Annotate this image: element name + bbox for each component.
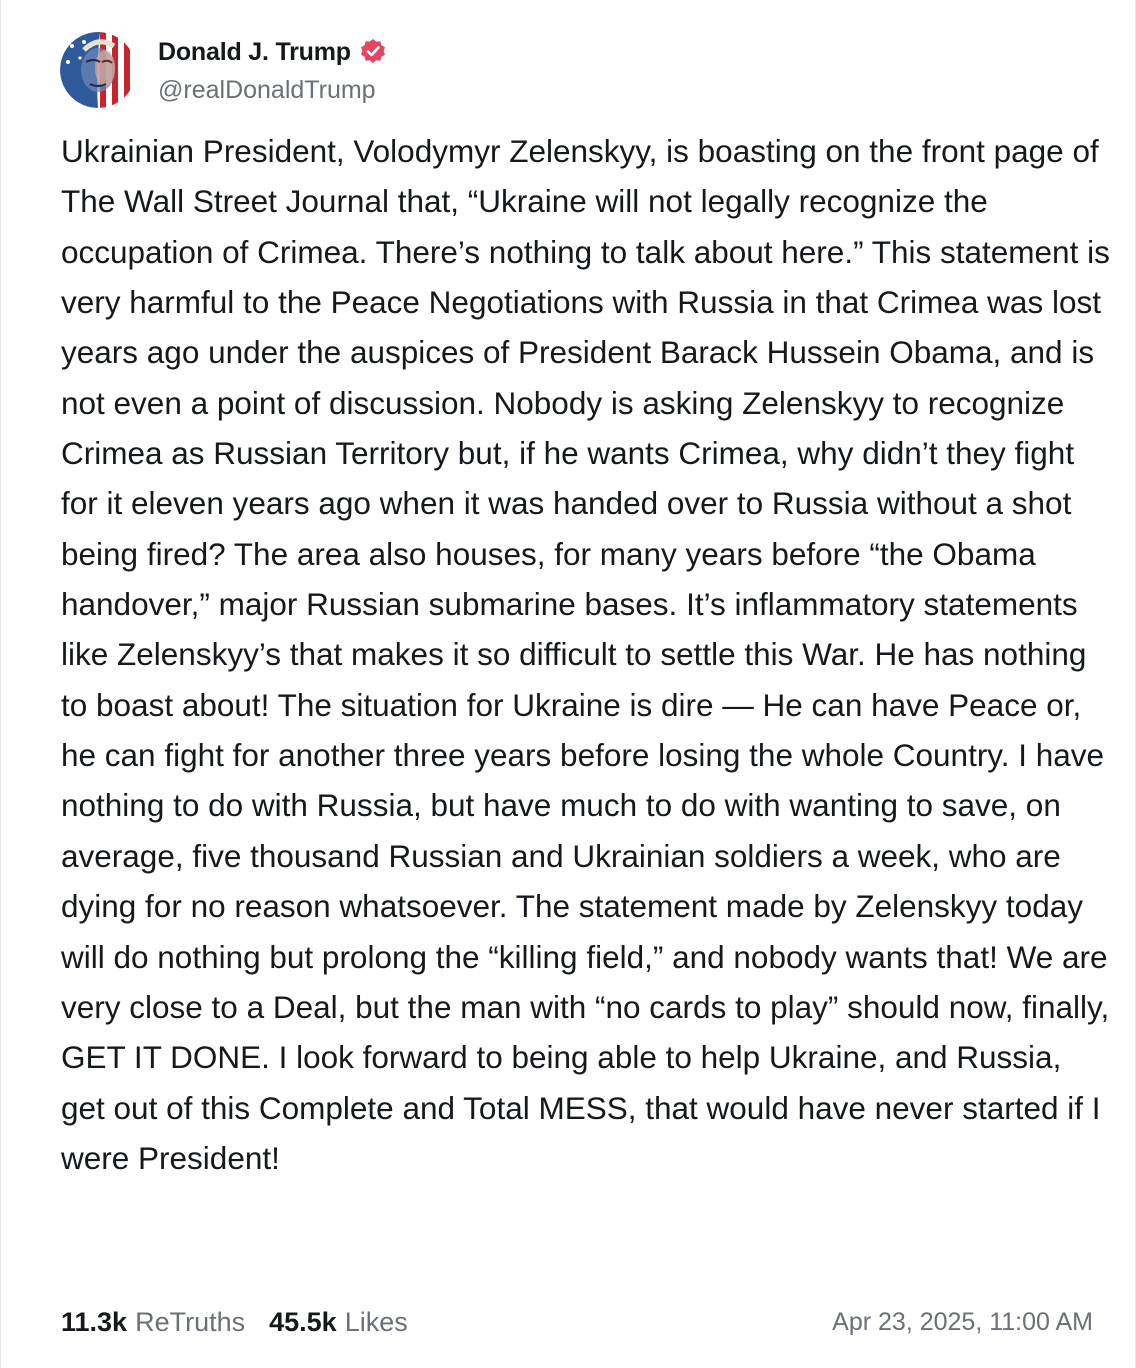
- avatar-image: [60, 32, 136, 108]
- retruths-stat[interactable]: [61, 1307, 245, 1338]
- post-header: [60, 32, 388, 108]
- post-timestamp[interactable]: Apr 23, 2025, 11:00 AM: [832, 1307, 1093, 1336]
- post-text: Ukrainian President, Volodymyr Zelenskyy, is boasting on the front page of The Wall Street Journal that, “Ukraine will not legally recognize the occupation of Crimea. There’s nothing to talk about here.” This statement is very harmful to the Peace Negotiations with Russia in that Crimea was lost years ago under the auspices of President Barack Hussein Obama, and is not even a point of discussion. Nobody is asking Zelenskyy to recognize Crimea as Russian Territory but, if he wants Crimea, why didn’t they fight for it eleven years ago when it was handed over to Russia without a shot being fired? The area also houses, for many years before “the Obama handover,” major Russian submarine bases. It’s inflammatory statements like Zelenskyy’s that makes it so difficult to settle this War. He has nothing to boast about! The situation for Ukraine is dire — He can have Peace or, he can fight for another three years before losing the whole Country. I have nothing to do with Russia, but have much to do with wanting to save, on average, five thousand Russian and Ukrainian soldiers a week, who are dying for no reason whatsoever. The statement made by Zelenskyy today will do nothing but prolong the “killing field,” and nobody wants that! We are very close to a Deal, but the man with “no cards to play” should now, finally, GET IT DONE. I look forward to being able to help Ukraine, and Russia, get out of this Complete and Total MESS, that would have never started if I were President!: [61, 133, 1110, 1176]
- author-info: [158, 32, 388, 108]
- display-name[interactable]: Donald J. Trump: [158, 37, 351, 66]
- retruths-count: 11.3k: [61, 1306, 128, 1337]
- post-footer: [61, 1300, 1093, 1344]
- display-name-row: [158, 32, 388, 72]
- likes-label: Likes: [344, 1306, 408, 1337]
- user-handle[interactable]: @realDonaldTrump: [158, 76, 376, 104]
- likes-stat[interactable]: [269, 1307, 408, 1338]
- verified-badge-icon: [358, 37, 388, 67]
- likes-count: 45.5k: [269, 1306, 337, 1337]
- retruths-label: ReTruths: [135, 1306, 246, 1337]
- avatar[interactable]: [60, 32, 136, 108]
